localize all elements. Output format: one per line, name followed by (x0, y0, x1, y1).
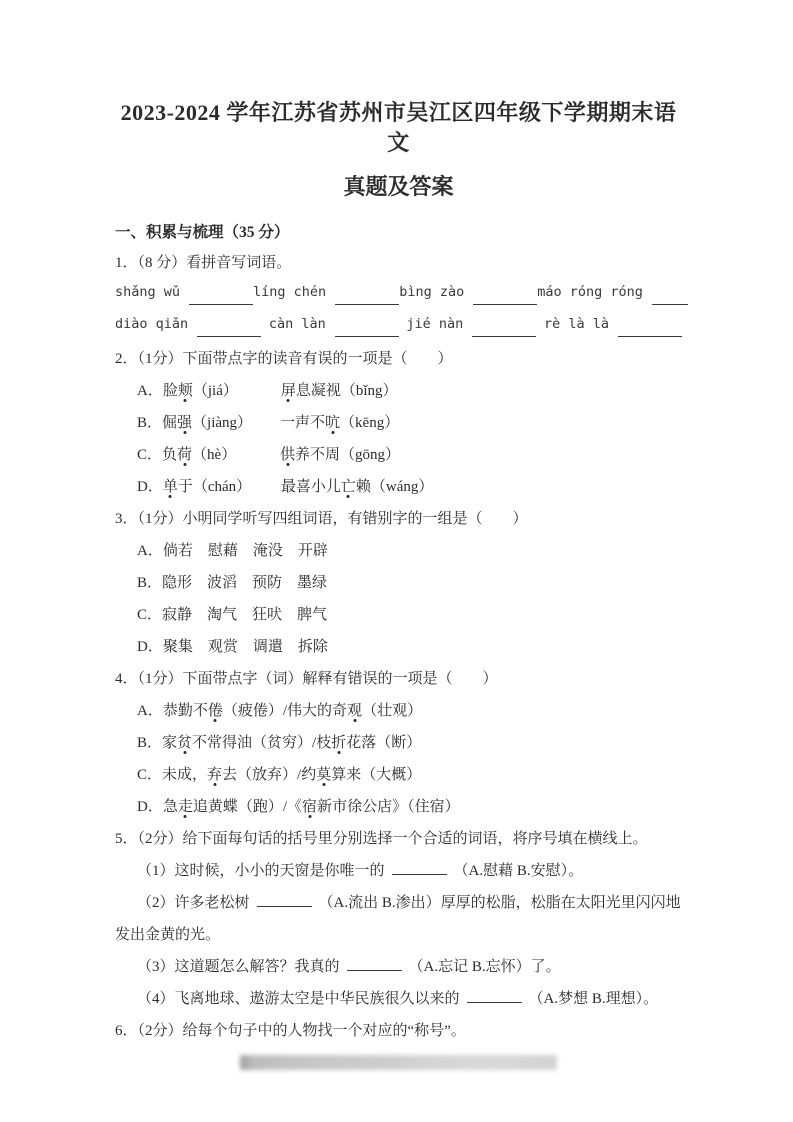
pinyin-text: máo róng róng (537, 284, 643, 300)
question-4-option-c (115, 759, 682, 791)
answer-blank (392, 859, 447, 875)
question-5-item-2 (115, 887, 682, 951)
pinyin-text: jié nàn (406, 316, 464, 332)
question-2-option-d (115, 471, 682, 503)
pinyin-text: rè là là (543, 316, 609, 332)
option-label: D． (137, 639, 163, 655)
option-words: 聚集 观赏 调遣 拆除 (162, 639, 328, 655)
answer-blank (347, 955, 402, 971)
pinyin-item (253, 276, 399, 311)
pinyin-item (406, 308, 536, 343)
question-2-option-c (115, 439, 682, 471)
question-2-option-a (115, 375, 682, 407)
pinyin-text: càn làn (268, 316, 326, 332)
item-text-post: （A.流出 B.渗出）厚厚的松脂，松脂在太阳光里闪闪地发出金黄的光。 (115, 895, 681, 943)
answer-blank (618, 321, 682, 337)
question-4-option-b (115, 727, 682, 759)
option-label: D． (137, 479, 163, 495)
page-content (115, 0, 682, 1047)
option-label: B． (137, 415, 163, 431)
question-5-item-1 (115, 855, 682, 887)
option-label: C． (137, 447, 163, 463)
question-2 (115, 343, 682, 503)
option-phrase-left: 倔强（jiàng） (162, 415, 253, 431)
question-4 (115, 663, 682, 823)
question-3-stem: 3．（1分）小明同学听写四组词语，有错别字的一组是（ ） (115, 511, 528, 527)
option-phrase: 家贫不常得油（贫穷）/枝折花落（断） (162, 735, 422, 751)
answer-blank (467, 987, 522, 1003)
question-6 (115, 1015, 682, 1047)
option-phrase-left: 脸颊（jiá） (162, 383, 238, 399)
question-4-stem: 4．（1分）下面带点字（词）解释有错误的一项是（ ） (115, 671, 498, 687)
answer-blank (472, 321, 536, 337)
answer-blank (652, 289, 688, 305)
option-phrase-left: 负荷（hè） (162, 447, 237, 463)
question-4-option-d (115, 791, 682, 823)
pinyin-item (269, 308, 399, 343)
question-5-item-4 (115, 983, 682, 1015)
pinyin-item (399, 276, 537, 311)
blurred-watermark (240, 1055, 557, 1070)
item-text-pre: （3）这道题怎么解答？我真的 (137, 959, 340, 975)
answer-blank (473, 289, 537, 305)
answer-blank (189, 289, 253, 305)
pinyin-row-1 (115, 279, 682, 311)
pinyin-item (115, 276, 253, 311)
page-title-line1: 2023-2024 学年江苏省苏州市吴江区四年级下学期期末语文 (120, 100, 677, 155)
answer-blank (335, 289, 399, 305)
pinyin-text: bìng zào (399, 284, 465, 300)
question-4-option-a (115, 695, 682, 727)
question-3 (115, 503, 682, 663)
option-phrase-right: 最喜小儿亡赖（wáng） (280, 479, 434, 495)
item-text-post: （A.慰藉 B.安慰）。 (453, 863, 584, 879)
question-1-stem: 1．（8 分）看拼音写词语。 (115, 255, 292, 271)
option-label: D． (137, 799, 163, 815)
option-words: 隐形 波滔 预防 墨绿 (162, 575, 328, 591)
option-phrase-right: 一声不吭（kēng） (280, 415, 400, 431)
option-phrase-right: 屏息凝视（bǐng） (280, 383, 398, 399)
question-5-item-3 (115, 951, 682, 983)
option-label: B． (137, 735, 163, 751)
option-words: 寂静 淘气 狂吠 脾气 (162, 607, 328, 623)
item-text-post: （A.梦想 B.理想）。 (528, 991, 659, 1007)
option-phrase-right: 供养不周（gōng） (280, 447, 401, 463)
option-phrase: 急走追黄蝶（跑）/《宿新市徐公店》（住宿） (162, 799, 460, 815)
item-text-post: （A.忘记 B.忘怀）了。 (408, 959, 561, 975)
section-heading: 一、积累与梳理（35 分） (115, 224, 290, 241)
option-label: C． (137, 607, 163, 623)
question-3-option-a (115, 535, 682, 567)
pinyin-item (544, 308, 682, 343)
pinyin-text: líng chén (253, 284, 327, 300)
pinyin-text: diào qiǎn (115, 316, 189, 332)
question-5 (115, 823, 682, 1015)
pinyin-text: shǎng wǔ (115, 284, 181, 300)
option-phrase: 未成，弃去（放弃）/约莫算来（大概） (162, 767, 422, 783)
question-2-option-b (115, 407, 682, 439)
page-title-line2: 真题及答案 (343, 174, 454, 199)
option-label: B． (137, 575, 163, 591)
option-label: A． (137, 543, 163, 559)
answer-blank (257, 891, 312, 907)
question-3-option-b (115, 567, 682, 599)
item-text-pre: （1）这时候，小小的天窗是你唯一的 (137, 863, 385, 879)
option-phrase-left: 单于（chán） (162, 479, 252, 495)
pinyin-item (537, 276, 688, 311)
question-6-stem: 6．（2分）给每个句子中的人物找一个对应的“称号”。 (115, 1023, 466, 1039)
answer-blank (335, 321, 399, 337)
question-3-option-c (115, 599, 682, 631)
option-label: A． (137, 703, 163, 719)
question-1 (115, 247, 682, 343)
item-text-pre: （4）飞离地球、遨游太空是中华民族很久以来的 (137, 991, 460, 1007)
question-5-stem: 5．（2分）给下面每句话的括号里分别选择一个合适的词语，将序号填在横线上。 (115, 831, 648, 847)
option-label: A． (137, 383, 163, 399)
question-3-option-d (115, 631, 682, 663)
pinyin-row-2 (115, 311, 682, 343)
item-text-pre: （2）许多老松树 (137, 895, 250, 911)
question-2-stem: 2．（1分）下面带点字的读音有误的一项是（ ） (115, 351, 453, 367)
answer-blank (197, 321, 261, 337)
pinyin-item (115, 308, 261, 343)
option-words: 倘若 慰藉 淹没 开辟 (162, 543, 328, 559)
option-phrase: 恭勤不倦（疲倦）/伟大的奇观（壮观） (162, 703, 423, 719)
option-label: C． (137, 767, 163, 783)
